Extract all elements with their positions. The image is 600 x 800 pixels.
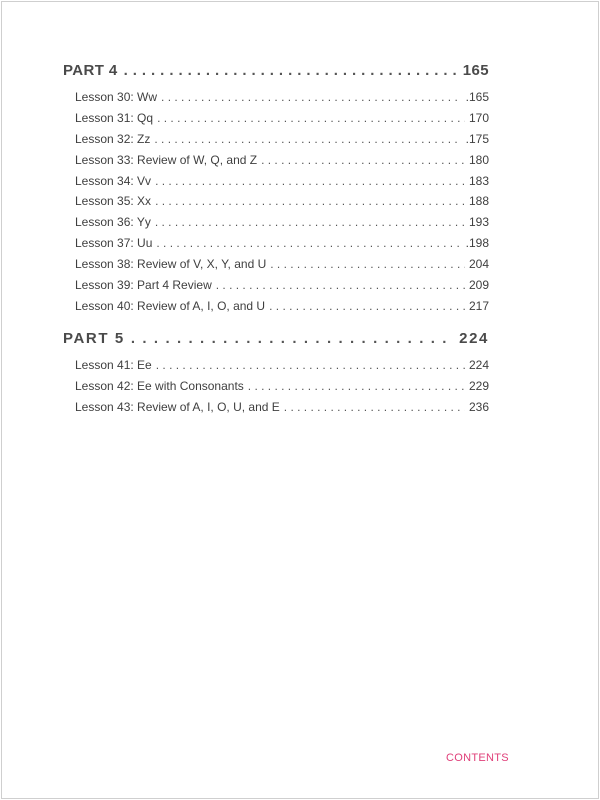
lesson-entry[interactable] — [75, 299, 489, 320]
lesson-page-number: 217 — [468, 298, 489, 313]
lesson-title: Lesson 36: Yy — [75, 215, 151, 230]
dot-leader — [216, 278, 465, 292]
lesson-entry[interactable] — [75, 400, 489, 421]
dot-leader — [261, 153, 465, 167]
lesson-title: Lesson 37: Uu — [75, 236, 153, 251]
lesson-page-number: .198 — [465, 236, 489, 251]
lesson-entry[interactable] — [75, 174, 489, 195]
lesson-entry[interactable] — [75, 257, 489, 278]
lesson-entry[interactable] — [75, 358, 489, 379]
dot-leader — [248, 379, 465, 393]
lesson-title: Lesson 40: Review of A, I, O, and U — [75, 298, 266, 313]
dot-leader — [157, 111, 465, 125]
dot-leader — [155, 174, 465, 188]
table-of-contents — [63, 62, 489, 426]
lesson-page-number: 229 — [468, 378, 489, 393]
lesson-entry[interactable] — [75, 236, 489, 257]
lesson-page-number: 170 — [468, 110, 489, 125]
lesson-title: Lesson 33: Review of W, Q, and Z — [75, 152, 258, 167]
part-heading[interactable] — [63, 330, 489, 354]
lesson-entry[interactable] — [75, 215, 489, 236]
lesson-page-number: 209 — [468, 278, 489, 293]
dot-leader — [124, 62, 457, 79]
lesson-title: Lesson 31: Qq — [75, 110, 154, 125]
dot-leader — [270, 257, 465, 271]
lesson-title: Lesson 32: Zz — [75, 131, 151, 146]
lesson-title: Lesson 34: Vv — [75, 173, 152, 188]
lesson-page-number: .165 — [465, 90, 489, 104]
dot-leader — [155, 215, 465, 229]
lesson-title: Lesson 30: Ww — [75, 90, 158, 104]
dot-leader — [155, 194, 465, 208]
dot-leader — [269, 299, 465, 313]
lesson-title: Lesson 41: Ee — [75, 357, 152, 372]
lesson-entry[interactable] — [75, 132, 489, 153]
lesson-page-number: 193 — [468, 215, 489, 230]
part-heading[interactable] — [63, 62, 489, 86]
footer-section-label: CONTENTS — [446, 752, 509, 764]
lesson-entry[interactable] — [75, 278, 489, 299]
dot-leader — [154, 132, 461, 146]
lesson-list — [75, 354, 489, 427]
dot-leader — [156, 358, 465, 372]
part-page-number: 224 — [459, 329, 489, 347]
lesson-page-number: .175 — [465, 131, 489, 146]
lesson-page-number: 224 — [468, 357, 489, 372]
lesson-entry[interactable] — [75, 153, 489, 174]
lesson-page-number: 204 — [468, 257, 489, 272]
dot-leader — [161, 90, 462, 104]
lesson-title: Lesson 35: Xx — [75, 194, 152, 209]
lesson-entry[interactable] — [75, 111, 489, 132]
lesson-title: Lesson 43: Review of A, I, O, U, and E — [75, 399, 280, 414]
lesson-entry[interactable] — [75, 194, 489, 215]
lesson-title: Lesson 42: Ee with Consonants — [75, 378, 244, 393]
lesson-page-number: 183 — [468, 173, 489, 188]
lesson-entry[interactable] — [75, 379, 489, 400]
dot-leader — [156, 236, 461, 250]
lesson-list — [75, 86, 489, 326]
dot-leader — [131, 330, 453, 347]
lesson-page-number: 188 — [468, 194, 489, 209]
lesson-page-number: 236 — [468, 399, 489, 414]
part-title: PART 5 — [63, 329, 125, 347]
part-title: PART 4 — [63, 62, 118, 79]
lesson-page-number: 180 — [468, 152, 489, 167]
lesson-entry[interactable] — [75, 90, 489, 111]
dot-leader — [284, 400, 465, 414]
part-page-number: 165 — [462, 62, 489, 79]
lesson-title: Lesson 38: Review of V, X, Y, and U — [75, 257, 267, 272]
lesson-title: Lesson 39: Part 4 Review — [75, 278, 212, 293]
